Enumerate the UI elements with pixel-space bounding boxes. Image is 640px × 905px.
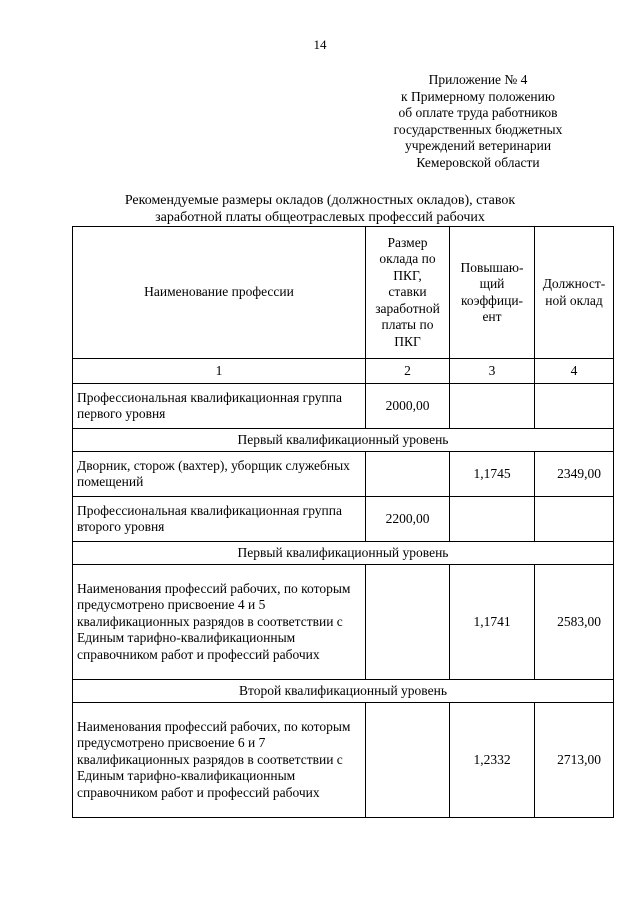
table-row (73, 384, 614, 429)
qualification-level-row (73, 680, 614, 703)
table-row (73, 497, 614, 542)
header-line: Повышаю- (460, 259, 524, 275)
qualification-level-row (73, 542, 614, 565)
appendix-line: к Примерному положению (401, 88, 555, 104)
header-line: Должност- (542, 276, 606, 291)
profession-name: Профессиональная квалификационная группа второго уровня (73, 497, 366, 542)
table-title-line: Рекомендуемые размеры окладов (должностных окладов), ставок (124, 193, 516, 208)
column-number-row (73, 359, 614, 384)
pkg-salary (366, 565, 450, 680)
profession-name: Профессиональная квалификационная группа первого уровня (73, 384, 366, 429)
appendix-line: Приложение № 4 (428, 72, 528, 87)
pkg-salary: 2200,00 (366, 497, 450, 542)
column-number: 4 (535, 359, 614, 384)
header-line: коэффици- (460, 292, 524, 308)
coefficient: 1,2332 (450, 703, 535, 818)
header-line: ной оклад (545, 292, 603, 308)
pkg-salary (366, 703, 450, 818)
pkg-salary (366, 452, 450, 497)
table-row (73, 703, 614, 818)
qualification-level: Второй квалификационный уровень (73, 680, 614, 703)
header-line: платы по (381, 317, 434, 333)
official-salary: 2713,00 (535, 703, 614, 818)
header-line: ент (482, 309, 502, 324)
table-header-row (73, 227, 614, 359)
header-line: заработной (375, 300, 440, 316)
appendix-line: государственных бюджетных (393, 121, 563, 137)
header-line: оклада по (379, 251, 436, 267)
table-row (73, 452, 614, 497)
page-number: 14 (313, 37, 327, 52)
qualification-level: Первый квалификационный уровень (73, 429, 614, 452)
table-title-line: заработной платы общеотраслевых профессий рабочих (155, 210, 485, 225)
profession-name: Наименования профессий рабочих, по которым предусмотрено присвоение 4 и 5 квалификационных разрядов в соответствии с Единым тарифно-квалификационным справочником работ и профессий рабочих (73, 565, 366, 680)
header-pkg-salary (366, 227, 450, 359)
table-row (73, 565, 614, 680)
official-salary: 2349,00 (535, 452, 614, 497)
appendix-line: Кемеровской области (416, 154, 540, 170)
column-number: 2 (366, 359, 450, 384)
coefficient: 1,1745 (450, 452, 535, 497)
appendix-line: учреждений ветеринарии (404, 138, 552, 153)
qualification-level: Первый квалификационный уровень (73, 542, 614, 565)
qualification-level-row (73, 429, 614, 452)
header-profession-name: Наименование профессии (73, 227, 366, 359)
profession-name: Наименования профессий рабочих, по которым предусмотрено присвоение 6 и 7 квалификационных разрядов в соответствии с Единым тарифно-квалификационным справочником работ и профессий рабочих (73, 703, 366, 818)
header-line: Размер (387, 234, 428, 250)
header-line: щий (479, 276, 505, 291)
header-coefficient (450, 227, 535, 359)
profession-name: Дворник, сторож (вахтер), уборщик служебных помещений (73, 452, 366, 497)
header-line: ПКГ (394, 333, 421, 349)
salary-table (72, 226, 614, 818)
table-title (40, 192, 600, 226)
official-salary: 2583,00 (535, 565, 614, 680)
official-salary (535, 497, 614, 542)
official-salary (535, 384, 614, 429)
appendix-header (378, 72, 578, 171)
column-number: 3 (450, 359, 535, 384)
header-line: ставки (388, 284, 427, 300)
header-line: ПКГ, (393, 267, 422, 283)
coefficient (450, 384, 535, 429)
column-number: 1 (73, 359, 366, 384)
pkg-salary: 2000,00 (366, 384, 450, 429)
coefficient (450, 497, 535, 542)
header-official-salary (535, 227, 614, 359)
coefficient: 1,1741 (450, 565, 535, 680)
appendix-line: об оплате труда работников (398, 105, 558, 120)
